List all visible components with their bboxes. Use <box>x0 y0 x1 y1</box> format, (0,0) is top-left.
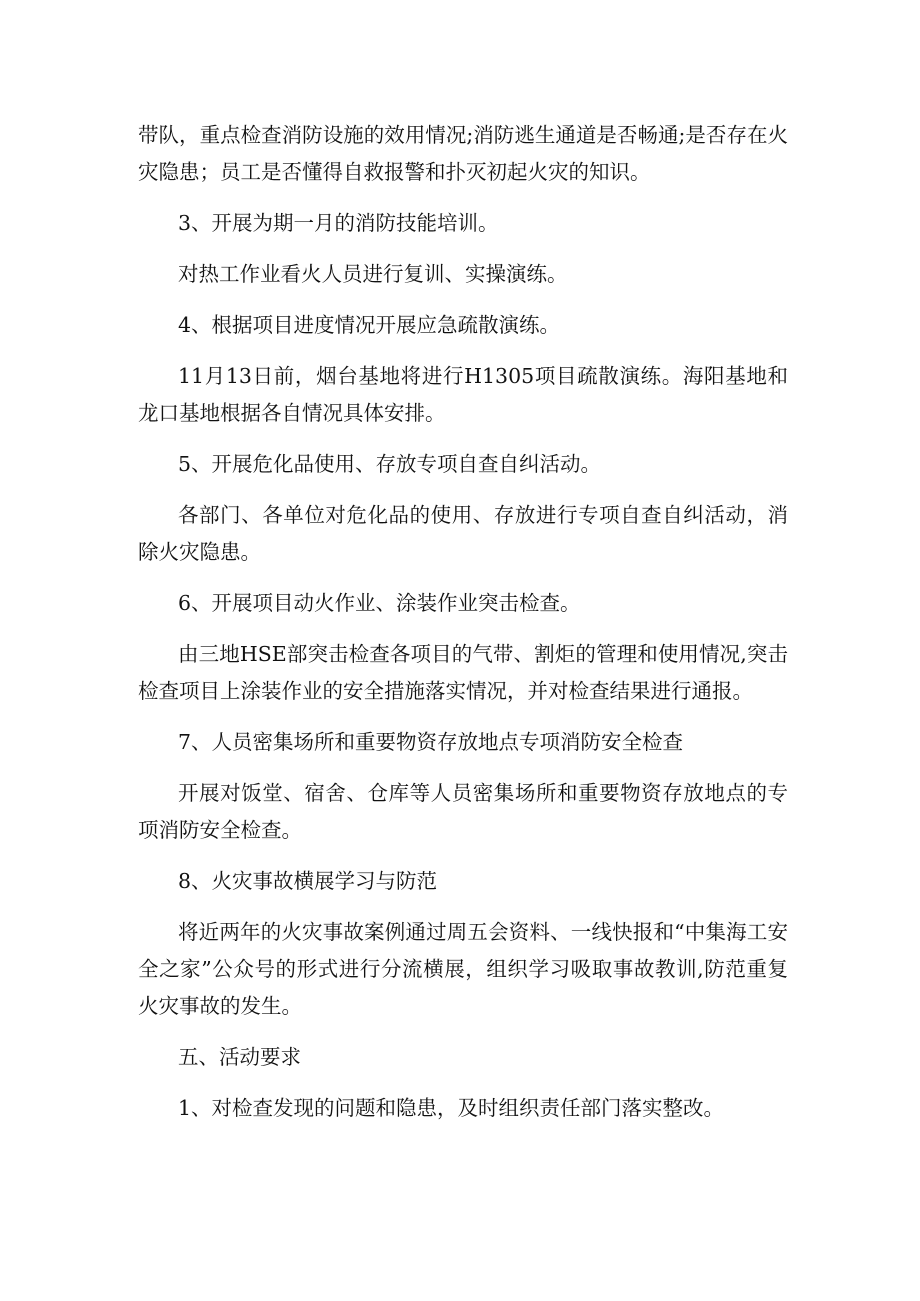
heading-item-7: 7、人员密集场所和重要物资存放地点专项消防安全检查 <box>178 730 684 754</box>
heading-item-6: 6、开展项目动火作业、涂装作业突击检查。 <box>178 591 581 615</box>
heading-item-8: 8、火灾事故横展学习与防范 <box>178 869 438 893</box>
paragraph-item-5-detail: 各部门、各单位对危化品的使用、存放进行专项自查自纠活动，消除火灾隐患。 <box>138 503 788 564</box>
paragraph-item-3-detail: 对热工作业看火人员进行复训、实操演练。 <box>178 262 568 286</box>
section-heading-requirements: 五、活动要求 <box>178 1045 301 1069</box>
paragraph-requirement-1: 1、对检查发现的问题和隐患，及时组织责任部门落实整改。 <box>178 1096 725 1120</box>
paragraph-item-6-detail: 由三地HSE部突击检查各项目的气带、割炬的管理和使用情况,突击检查项目上涂装作业的安全措施落实情况，并对检查结果进行通报。 <box>138 642 788 703</box>
document-body <box>138 117 788 1141</box>
paragraph-item-4-detail: 11月13日前，烟台基地将进行H1305项目疏散演练。海阳基地和龙口基地根据各自情况具体安排。 <box>138 364 788 425</box>
heading-item-5: 5、开展危化品使用、存放专项自查自纠活动。 <box>178 452 602 476</box>
heading-item-3: 3、开展为期一月的消防技能培训。 <box>178 211 499 235</box>
heading-item-4: 4、根据项目进度情况开展应急疏散演练。 <box>178 313 561 337</box>
paragraph-inspection-scope: 带队，重点检查消防设施的效用情况;消防逃生通道是否畅通;是否存在火灾隐患；员工是否懂得自救报警和扑灭初起火灾的知识。 <box>138 123 788 184</box>
paragraph-item-8-detail: 将近两年的火灾事故案例通过周五会资料、一线快报和“中集海工安全之家”公众号的形式进行分流横展，组织学习吸取事故教训,防范重复火灾事故的发生。 <box>138 920 788 1018</box>
paragraph-item-7-detail: 开展对饭堂、宿舍、仓库等人员密集场所和重要物资存放地点的专项消防安全检查。 <box>138 781 788 842</box>
